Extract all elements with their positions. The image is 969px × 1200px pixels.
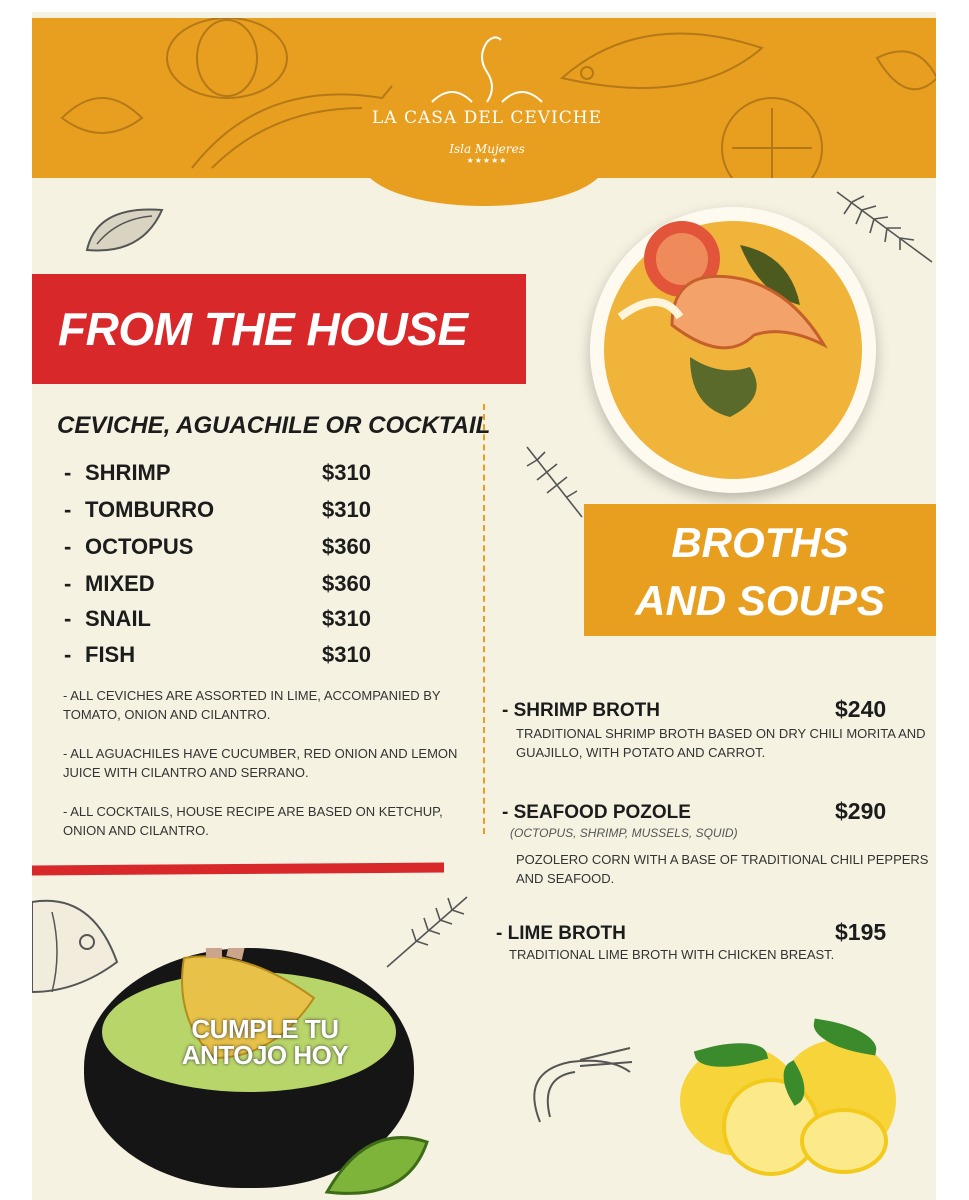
promo-line1: CUMPLE TU	[191, 1014, 339, 1044]
soup-description: TRADITIONAL LIME BROTH WITH CHICKEN BREAST.	[509, 947, 835, 962]
item-price: $310	[322, 642, 371, 667]
soup-price: $195	[835, 919, 887, 945]
promo-text	[160, 1016, 370, 1068]
lemon-slice-icon	[800, 1108, 888, 1174]
rosemary-sketch-icon	[522, 442, 592, 522]
soup-description: TRADITIONAL SHRIMP BROTH BASED ON DRY CHILI MORITA AND GUAJILLO, WITH POTATO AND CARROT.	[516, 726, 926, 760]
menu-item	[64, 460, 404, 490]
shrimp-icon	[590, 207, 876, 493]
item-dash: -	[64, 460, 72, 485]
item-name: TOMBURRO	[85, 497, 215, 522]
item-name: FISH	[85, 642, 136, 667]
item-dash: -	[64, 571, 72, 596]
brand-location: Isla Mujeres	[449, 142, 525, 156]
item-dash: -	[64, 534, 72, 559]
house-subtitle: CEVICHE, AGUACHILE OR COCKTAIL	[57, 412, 491, 439]
item-name: SNAIL	[85, 606, 151, 631]
broths-title-line1: BROTHS	[671, 519, 849, 566]
soup-price: $240	[835, 696, 887, 722]
soup-name: - LIME BROTH	[496, 923, 626, 944]
item-name: MIXED	[85, 571, 155, 596]
lime-slice-icon	[322, 1122, 432, 1200]
menu-page	[32, 12, 936, 1200]
item-price: $310	[322, 460, 371, 485]
soup-price: $290	[835, 798, 887, 824]
item-dash: -	[64, 606, 72, 631]
menu-item	[64, 497, 404, 527]
shrimp-sketch-icon	[520, 1042, 638, 1134]
brand-logo	[372, 32, 602, 172]
promo-line2: ANTOJO HOY	[181, 1040, 349, 1070]
soup-name: - SEAFOOD POZOLE	[502, 802, 691, 823]
item-dash: -	[64, 497, 72, 522]
item-dash: -	[64, 642, 72, 667]
menu-item	[64, 606, 404, 636]
menu-item	[64, 642, 404, 672]
shrimp-logo-icon	[372, 32, 602, 112]
item-name: OCTOPUS	[85, 534, 194, 559]
menu-item	[64, 534, 404, 564]
aguachile-note: - ALL AGUACHILES HAVE CUCUMBER, RED ONION AND LEMON JUICE WITH CILANTRO AND SERRANO.	[63, 746, 458, 780]
red-brush-stroke	[32, 863, 444, 876]
shrimp-soup-photo	[590, 207, 876, 493]
soup-detail: (OCTOPUS, SHRIMP, MUSSELS, SQUID)	[510, 826, 738, 840]
item-price: $360	[322, 571, 371, 596]
mussel-sketch-icon	[82, 200, 168, 260]
brand-stars: ★★★★★	[466, 156, 508, 165]
item-price: $310	[322, 606, 371, 631]
cocktail-note: - ALL COCKTAILS, HOUSE RECIPE ARE BASED ON KETCHUP, ONION AND CILANTRO.	[63, 804, 443, 838]
item-price: $310	[322, 497, 371, 522]
dashed-divider	[483, 404, 485, 834]
menu-item	[64, 571, 404, 601]
soup-name: - SHRIMP BROTH	[502, 700, 660, 721]
broths-and-soups-banner	[584, 504, 936, 636]
item-price: $360	[322, 534, 371, 559]
soup-description: POZOLERO CORN WITH A BASE OF TRADITIONAL CHILI PEPPERS AND SEAFOOD.	[516, 852, 929, 886]
item-name: SHRIMP	[85, 460, 171, 485]
broths-title-line2: AND SOUPS	[635, 577, 885, 624]
brand-name: LA CASA DEL CEVICHE	[372, 108, 602, 128]
from-the-house-banner	[32, 274, 526, 384]
ceviche-note: - ALL CEVICHES ARE ASSORTED IN LIME, ACCOMPANIED BY TOMATO, ONION AND CILANTRO.	[63, 688, 441, 722]
from-the-house-title: FROM THE HOUSE	[58, 303, 468, 355]
